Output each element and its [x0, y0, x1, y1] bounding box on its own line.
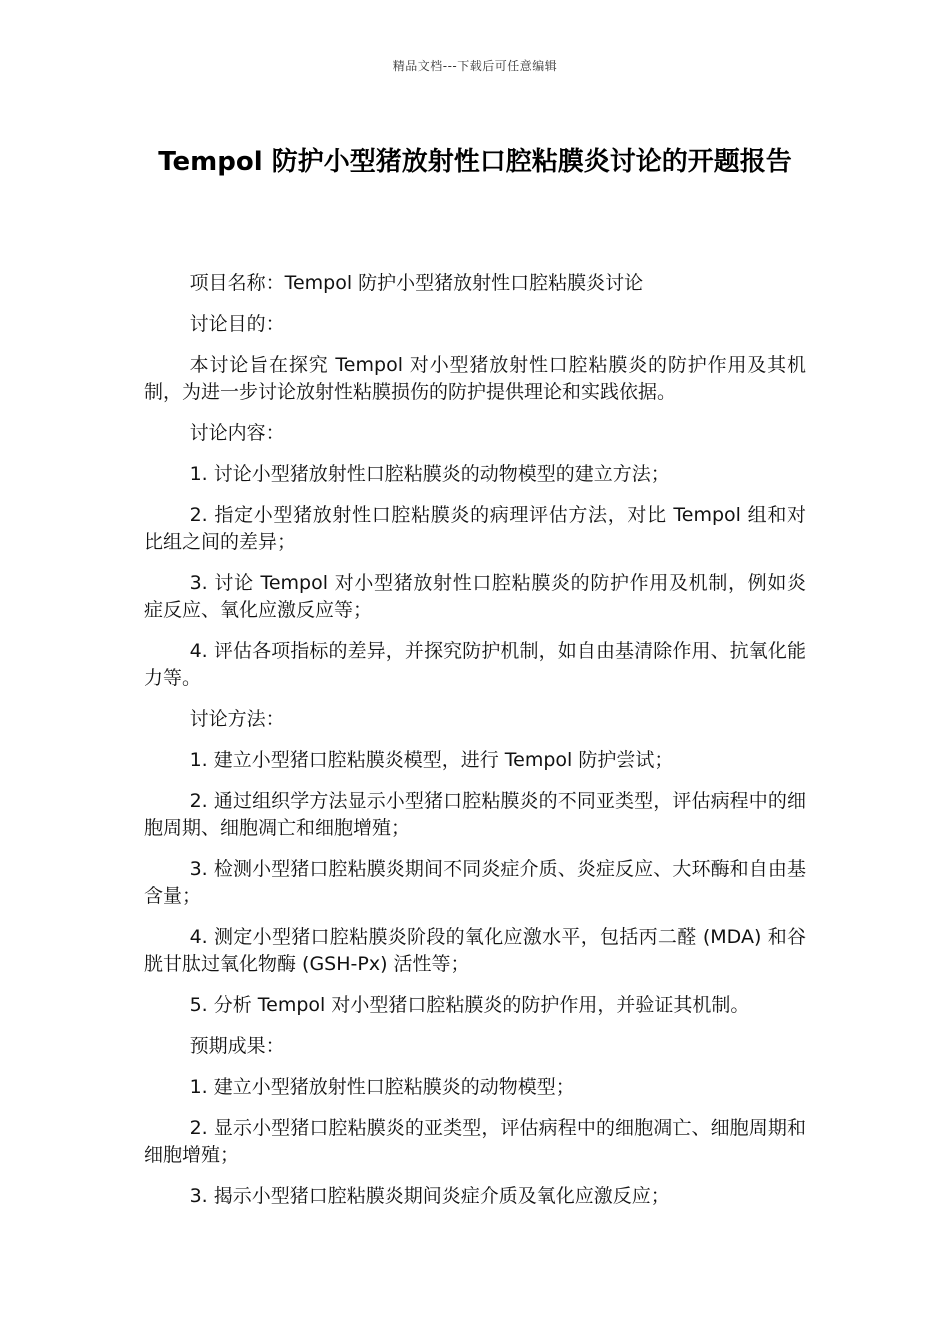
purpose-paragraph: 本讨论旨在探究 Tempol 对小型猪放射性口腔粘膜炎的防护作用及其机制，为进一步讨论放射性粘膜损伤的防护提供理论和实践依据。 — [144, 354, 806, 403]
method-item: 2. 通过组织学方法显示小型猪口腔粘膜炎的不同亚类型，评估病程中的细胞周期、细胞凋亡和细胞增殖； — [144, 790, 806, 839]
section-heading-content: 讨论内容： — [189, 422, 285, 444]
outcome-item: 2. 显示小型猪口腔粘膜炎的亚类型，评估病程中的细胞凋亡、细胞周期和细胞增殖； — [144, 1117, 806, 1166]
outcome-item: 3. 揭示小型猪口腔粘膜炎期间炎症介质及氧化应激反应； — [189, 1185, 670, 1207]
document-title: Tempol 防护小型猪放射性口腔粘膜炎讨论的开题报告 — [158, 147, 792, 177]
method-item: 5. 分析 Tempol 对小型猪口腔粘膜炎的防护作用，并验证其机制。 — [189, 994, 750, 1016]
document-body — [144, 270, 806, 1224]
header-note: 精品文档---下载后可任意编辑 — [392, 59, 558, 73]
outcome-item: 1. 建立小型猪放射性口腔粘膜炎的动物模型； — [189, 1076, 575, 1098]
content-item: 3. 讨论 Tempol 对小型猪放射性口腔粘膜炎的防护作用及机制，例如炎症反应、氧化应激反应等； — [144, 572, 806, 621]
section-heading-methods: 讨论方法： — [189, 708, 285, 730]
method-item: 4. 测定小型猪口腔粘膜炎阶段的氧化应激水平，包括丙二醛 (MDA) 和谷胱甘肽过氧化物酶 (GSH-Px) 活性等； — [144, 926, 806, 975]
project-name-paragraph: 项目名称：Tempol 防护小型猪放射性口腔粘膜炎讨论 — [189, 272, 644, 294]
method-item: 3. 检测小型猪口腔粘膜炎期间不同炎症介质、炎症反应、大环酶和自由基含量； — [144, 858, 806, 907]
section-heading-outcomes: 预期成果： — [189, 1035, 285, 1057]
content-item: 4. 评估各项指标的差异，并探究防护机制，如自由基清除作用、抗氧化能力等。 — [144, 640, 806, 689]
content-item: 2. 指定小型猪放射性口腔粘膜炎的病理评估方法，对比 Tempol 组和对比组之间的差异； — [144, 504, 806, 553]
section-heading-purpose: 讨论目的： — [189, 313, 285, 335]
content-item: 1. 讨论小型猪放射性口腔粘膜炎的动物模型的建立方法； — [189, 463, 670, 485]
method-item: 1. 建立小型猪口腔粘膜炎模型，进行 Tempol 防护尝试； — [189, 749, 674, 771]
